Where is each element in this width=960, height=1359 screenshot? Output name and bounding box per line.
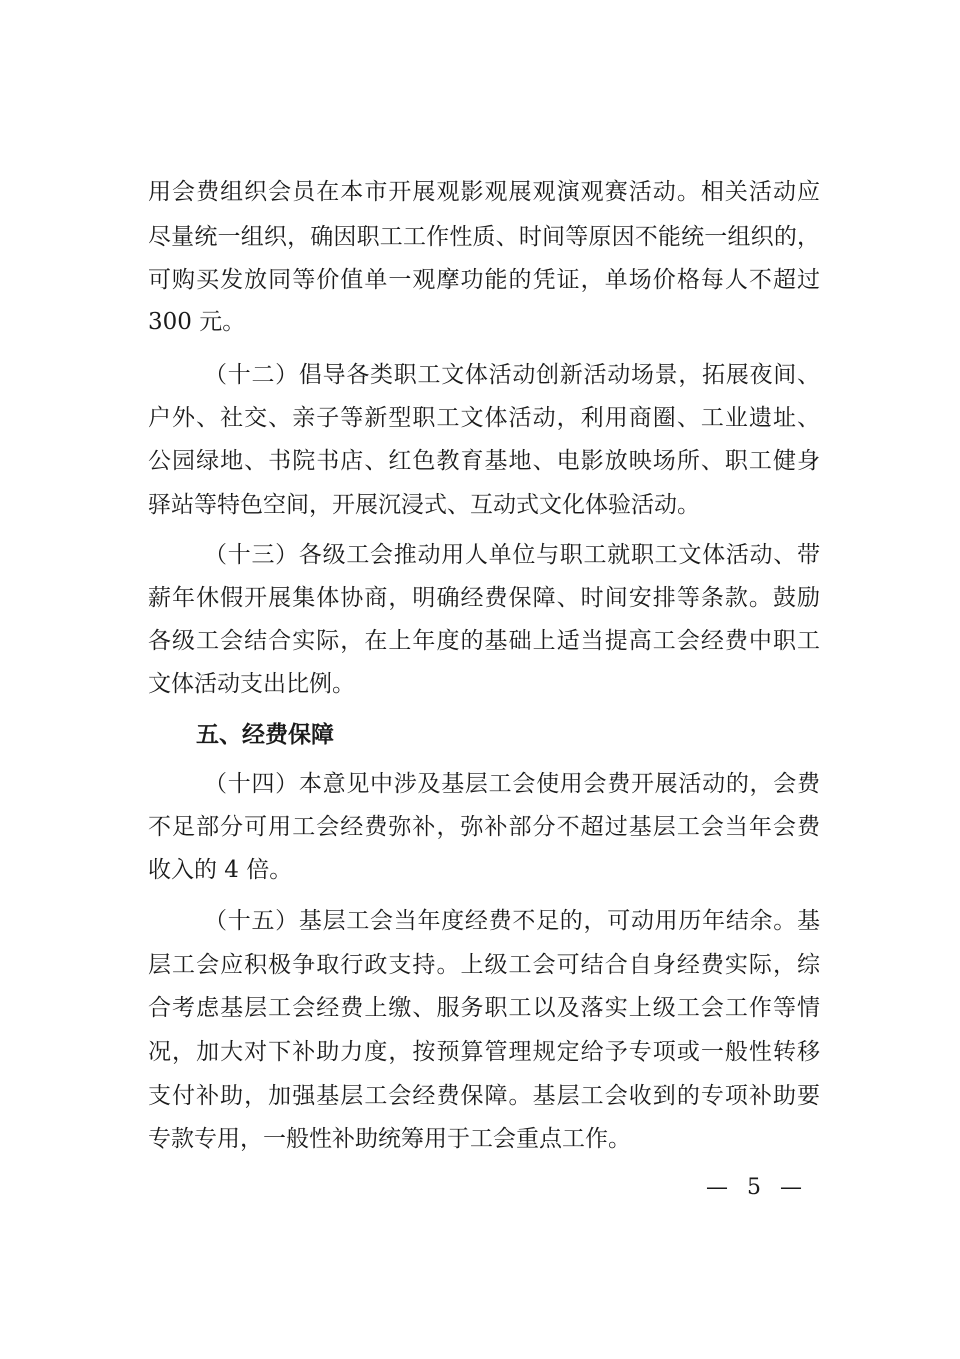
page-number: — 5 — — [706, 1175, 808, 1200]
body-text-line: 况，加大对下补助力度，按预算管理规定给予专项或一般性转移 — [148, 1039, 820, 1065]
body-text-line: （十四）本意见中涉及基层工会使用会费开展活动的，会费 — [204, 771, 820, 797]
body-text-line: 各级工会结合实际，在上年度的基础上适当提高工会经费中职工 — [148, 628, 820, 654]
body-text-line: 专款专用，一般性补助统筹用于工会重点工作。 — [148, 1126, 631, 1152]
body-text-line: 300 元。 — [148, 309, 246, 335]
body-text-line: 支付补助，加强基层工会经费保障。基层工会收到的专项补助要 — [148, 1083, 820, 1109]
body-text-line: 薪年休假开展集体协商，明确经费保障、时间安排等条款。鼓励 — [148, 585, 820, 611]
body-text-line: 收入的 4 倍。 — [148, 857, 293, 883]
body-text-line: 文体活动支出比例。 — [148, 671, 355, 697]
body-text-line: 驿站等特色空间，开展沉浸式、互动式文化体验活动。 — [148, 492, 700, 518]
body-text-line: 尽量统一组织，确因职工工作性质、时间等原因不能统一组织的， — [148, 224, 820, 250]
body-text-line: （十二）倡导各类职工文体活动创新活动场景，拓展夜间、 — [204, 362, 820, 388]
section-heading: 五、经费保障 — [196, 722, 334, 748]
body-text-line: 公园绿地、书院书店、红色教育基地、电影放映场所、职工健身 — [148, 448, 820, 474]
body-text-line: 用会费组织会员在本市开展观影观展观演观赛活动。相关活动应 — [148, 179, 820, 205]
body-text-line: 可购买发放同等价值单一观摩功能的凭证，单场价格每人不超过 — [148, 267, 820, 293]
body-text-line: （十五）基层工会当年度经费不足的，可动用历年结余。基 — [204, 908, 820, 934]
body-text-line: 户外、社交、亲子等新型职工文体活动，利用商圈、工业遗址、 — [148, 405, 820, 431]
body-text-line: 层工会应积极争取行政支持。上级工会可结合自身经费实际，综 — [148, 952, 820, 978]
body-text-line: （十三）各级工会推动用人单位与职工就职工文体活动、带 — [204, 542, 820, 568]
body-text-line: 合考虑基层工会经费上缴、服务职工以及落实上级工会工作等情 — [148, 995, 820, 1021]
body-text-line: 不足部分可用工会经费弥补，弥补部分不超过基层工会当年会费 — [148, 814, 820, 840]
